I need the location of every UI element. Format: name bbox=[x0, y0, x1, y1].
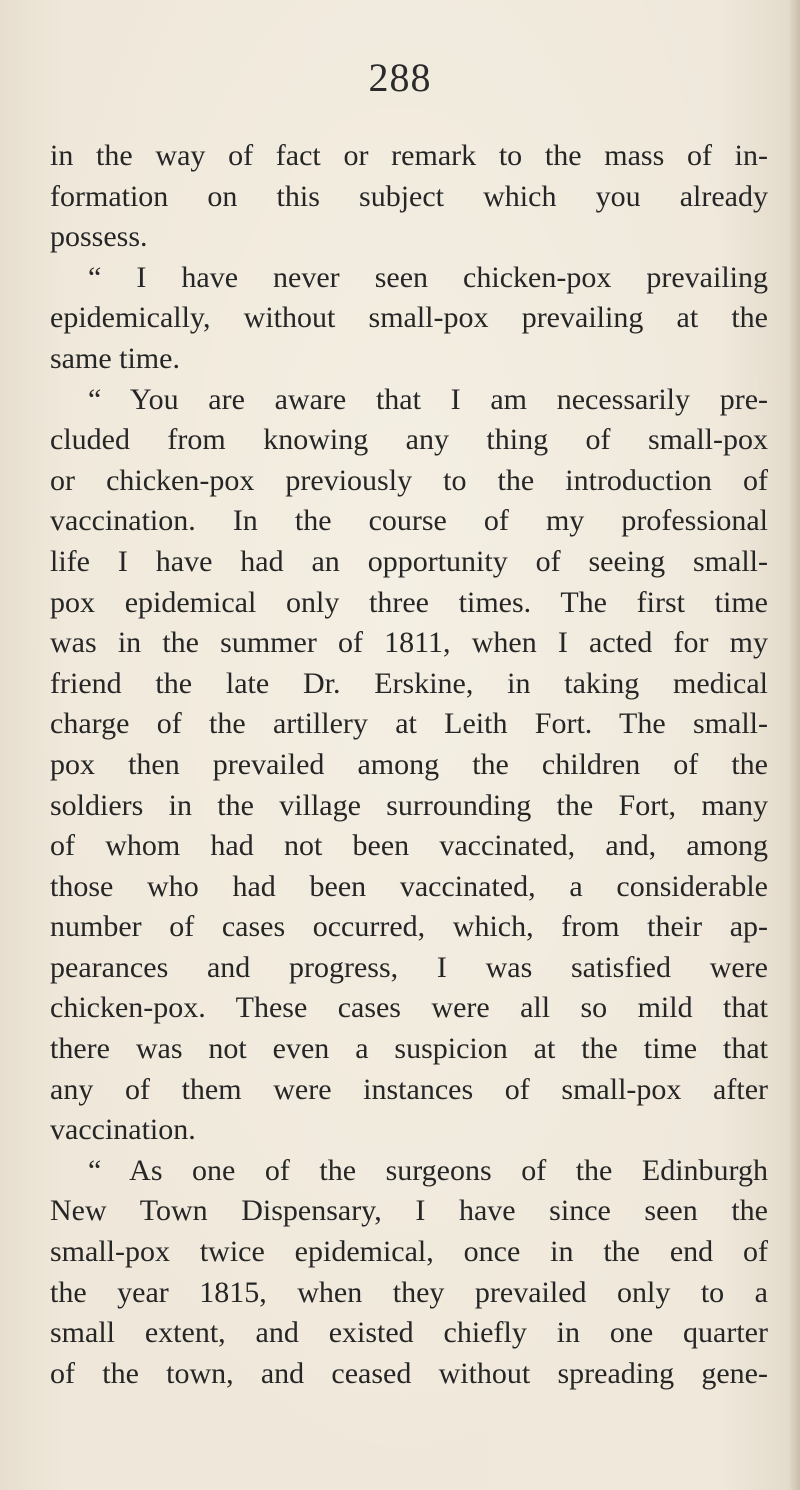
text-line: pox epidemical only three times. The first time bbox=[50, 585, 768, 619]
text-line: any of them were instances of small-pox after bbox=[50, 1072, 768, 1106]
text-line: charge of the artillery at Leith Fort. The small- bbox=[50, 707, 768, 741]
text-line: small-pox twice epidemical, once in the end of bbox=[50, 1235, 768, 1269]
text-line: was in the summer of 1811, when I acted for my bbox=[50, 626, 768, 660]
text-line: those who had been vaccinated, a considerable bbox=[50, 869, 768, 903]
text-line: number of cases occurred, which, from their ap- bbox=[50, 910, 768, 944]
text-line: or chicken-pox previously to the introduction of bbox=[50, 463, 768, 497]
text-line: formation on this subject which you already bbox=[50, 179, 768, 213]
text-line: chicken-pox. These cases were all so mild that bbox=[50, 991, 768, 1025]
text-line: “ You are aware that I am necessarily pre- bbox=[88, 382, 768, 416]
text-line: of the town, and ceased without spreading gene- bbox=[50, 1356, 768, 1390]
text-line: pearances and progress, I was satisfied were bbox=[50, 950, 768, 984]
text-line: possess. bbox=[50, 220, 148, 254]
text-line: epidemically, without small-pox prevailing at the bbox=[50, 301, 768, 335]
page-number: 288 bbox=[368, 55, 432, 100]
text-line: vaccination. bbox=[50, 1113, 196, 1147]
text-line: of whom had not been vaccinated, and, among bbox=[50, 829, 768, 863]
text-line: New Town Dispensary, I have since seen the bbox=[50, 1194, 768, 1228]
text-line: small extent, and existed chiefly in one quarter bbox=[50, 1316, 768, 1350]
text-line: same time. bbox=[50, 341, 180, 375]
text-line: cluded from knowing any thing of small-pox bbox=[50, 423, 768, 457]
text-line: life I have had an opportunity of seeing small- bbox=[50, 544, 768, 578]
text-line: “ I have never seen chicken-pox prevailing bbox=[88, 260, 768, 294]
text-line: in the way of fact or remark to the mass of in- bbox=[50, 139, 768, 172]
body-text bbox=[50, 136, 768, 1394]
text-line: friend the late Dr. Erskine, in taking medical bbox=[50, 666, 768, 700]
text-line: “ As one of the surgeons of the Edinburgh bbox=[88, 1153, 768, 1187]
text-line: soldiers in the village surrounding the Fort, many bbox=[50, 788, 768, 822]
text-line: pox then prevailed among the children of the bbox=[50, 747, 768, 781]
text-line: there was not even a suspicion at the time that bbox=[50, 1032, 768, 1066]
text-line: the year 1815, when they prevailed only to a bbox=[50, 1275, 768, 1309]
text-line: vaccination. In the course of my professional bbox=[50, 504, 768, 538]
page-edge-shadow bbox=[788, 0, 800, 1490]
